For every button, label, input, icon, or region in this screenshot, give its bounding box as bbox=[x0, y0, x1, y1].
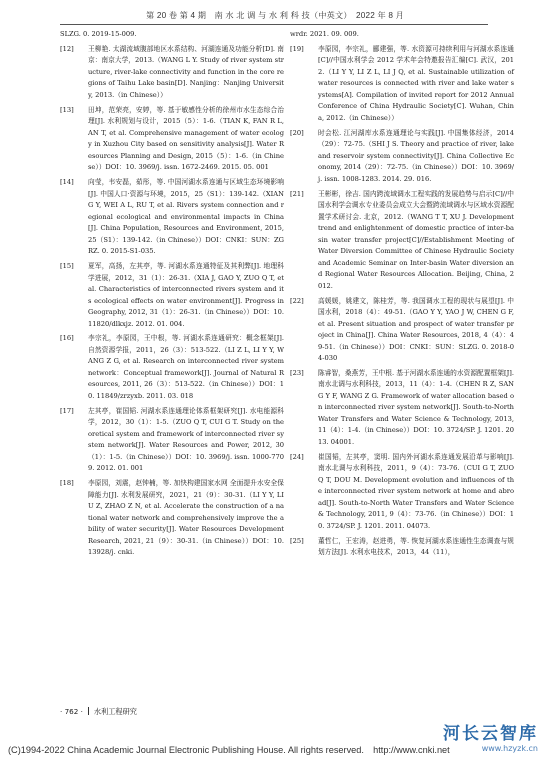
reference-continuation: wrdr. 2021. 09. 009. bbox=[290, 30, 359, 38]
reference-entry bbox=[290, 368, 514, 449]
watermark-name: 河长云智库 bbox=[443, 724, 538, 744]
reference-text: 王彬彬，徐吉. 国内跨流域调水工程实践的发展趋势与启示[C]//中国水利学会调水专业委员会成立大会暨跨流域调水与区域水资源配置学术研讨会. 北京，2012.（WANG T T, XU J. Development trend and enlightenment of domestic practice of inter-basin water transfer project[C]//Establishment Meeting of Water Diversion Committee of Chinese Hydraulic Society and Academic Seminar on Inter-basin Water diversion and Regional Water Resources Allocation. Beijing, China, 2012. bbox=[318, 189, 514, 290]
header-rule bbox=[60, 24, 488, 25]
reference-entry bbox=[60, 261, 284, 330]
left-column bbox=[60, 29, 284, 562]
reference-text: 高媛媛，姚建文，陈桂芳，等. 我国调水工程的现状与展望[J]. 中国水利，2018（4）：49-51.（GAO Y Y, YAO J W, CHEN G F, et al. Present situation and prospect of water transfer project in China[J]. China Water Resources, 2018, 4（4）：49-51.（in Chinese））DOI：CNKI：SUN：SLZG. 0. 2018-04-030 bbox=[318, 296, 514, 363]
reference-number: [15] bbox=[60, 262, 74, 271]
reference-entry bbox=[60, 44, 284, 102]
watermark-logo bbox=[443, 724, 538, 753]
reference-text: 夏军，高扬，左其亭，等. 河湖水系连通特征及其利弊[J]. 地理科学进展，2012，31（1）：26-31.（XIA J, GAO Y, ZUO Q T, et al. Characteristics of interconnected rivers system and its ecological effects on water environment[J]. Progress in Geography, 2012, 31（1）：26-31.（in Chinese））DOI：10. 11820/dlkxjz. 2012. 01. 004. bbox=[88, 262, 284, 328]
reference-number: [21] bbox=[290, 189, 304, 198]
reference-number: [16] bbox=[60, 334, 74, 343]
reference-entry bbox=[60, 478, 284, 559]
page-footer bbox=[60, 707, 137, 717]
reference-number: [13] bbox=[60, 105, 74, 114]
reference-entry bbox=[290, 452, 514, 533]
reference-text: 董哲仁，王宏涛，赵进勇，等. 恢复河湖水系连通性生态调查与规划方法[J]. 水利水电技术，2013，44（11）， bbox=[318, 536, 514, 557]
reference-number: [22] bbox=[290, 296, 304, 305]
reference-text: 王柳艳. 太湖流域腹部地区水系结构、河湖连通及功能分析[D]. 南京：南京大学，2013.（WANG L Y. Study of river system structure, river-lake connectivity and function in the core regions of Taihu Lake basin[D]. Nanjing：Nanjing University, 2013.（in Chinese）） bbox=[88, 44, 284, 99]
reference-number: [12] bbox=[60, 44, 74, 53]
reference-entry bbox=[290, 128, 514, 186]
reference-number: [20] bbox=[290, 128, 304, 137]
reference-entry bbox=[290, 189, 514, 293]
reference-text: 李原园，李宗礼，郦建强，等. 水资源可持续利用与河湖水系连通[C]//中国水利学会 2012 学术年会特邀报告汇编[C]. 武汉，2012.（LI Y Y, LI Z L, LI J Q, et al. Sustainable utilization of water resources is connected with river and lake water systems[A]. Compilation of invited report for 2012 Annual Conference of China Hydraulic Society[C]. Wuhan, China, 2012.（in Chinese）） bbox=[318, 44, 514, 122]
running-header: 第 20 卷 第 4 期 南 水 北 调 与 水 利 科 技（中英文） 2022 年 8 月 bbox=[145, 11, 405, 20]
reference-entry bbox=[290, 536, 514, 559]
reference-entry bbox=[290, 44, 514, 125]
reference-number: [14] bbox=[60, 178, 74, 187]
right-column bbox=[290, 29, 514, 562]
reference-number: [24] bbox=[290, 452, 304, 461]
reference-text: 李原园，刘震，赵钟楠，等. 加快构建国家水网 全面提升水安全保障能力[J]. 水利发展研究，2021，21（9）：30-31.（LI Y Y, LIU Z, ZHAO Z N, et al. Accelerate the construction of a national water network and comprehensively improve the ability of water security[J]. Water Resources Development Research, 2021, 21（9）：30-31.（in Chinese））DOI：10. 13928/j. cnki. bbox=[88, 479, 284, 557]
footer-separator bbox=[88, 707, 89, 715]
reference-entry bbox=[60, 333, 284, 402]
reference-entry bbox=[60, 406, 284, 475]
reference-number: [18] bbox=[60, 479, 74, 488]
reference-text: 李宗礼，李原园，王中根，等. 河湖水系连通研究：概念框架[J]. 自然资源学报，2011，26（3）：513-522.（LI Z L, LI Y Y, WANG Z G, et al. Research on interconnected river system network：Conceptual framework[J]. Journal of Natural Resources, 2011, 26（3）：513-522.（in Chinese））DOI：10. 11849/zrzyxb. 2011. 03. 018 bbox=[88, 334, 284, 400]
page-number: · 762 · bbox=[60, 707, 83, 716]
reference-number: [17] bbox=[60, 406, 74, 415]
reference-number: [25] bbox=[290, 536, 304, 545]
reference-text: 田坤，范荣亮，安婷，等. 基于敏感性分析的徐州市水生态综合治理[J]. 水利规划与设计，2015（5）：1-6.（TIAN K, FAN R L, AN T, et al. Comprehensive management of water ecology in Xuzhou City based on sensitivity analysis[J]. Water Resources Planning and Design, 2015（5）：1-6.（in Chinese））DOI：10. 3969/j. issn. 1672-2469. 2015. 05. 001 bbox=[88, 105, 284, 172]
reference-entry bbox=[60, 105, 284, 174]
reference-text: 左其亭，崔国韬. 河湖水系连通理论体系框架研究[J]. 水电能源科学，2012，30（1）：1-5.（ZUO Q T, CUI G T. Study on theoretical system and framework of interconnected river system network[J]. Water Resources and Power, 2012, 30（1）：1-5.（in Chinese））DOI：10. 3969/j. issn. 1000-7709. 2012. 01. 001 bbox=[88, 406, 284, 473]
reference-text: 陈睿智，桑燕芳，王中根. 基于河湖水系连通的水资源配置框架[J]. 南水北调与水利科技，2013，11（4）：1-4.（CHEN R Z, SANG Y F, WANG Z G. Framework of water allocation based on interconnected river system network[J]. South-to-North Water Transfers and Water Science & Technology, 2013, 11（4）：1-4.（in Chinese））DOI：10. 3724/SP. J. 1201. 2013. 04001. bbox=[318, 368, 514, 446]
reference-number: [19] bbox=[290, 44, 304, 53]
reference-entry bbox=[290, 296, 514, 365]
reference-text: 向莹，韦安磊，茹彤，等. 中国河湖水系连通与区域生态环境影响[J]. 中国人口·资源与环境，2015，25（S1）：139-142.（XIANG Y, WEI A L, RU T, et al. Rivers system connection and regional ecological and environmental impacts in China[J]. China Population, Resources and Environment, 2015, 25（S1）：139-142.（in Chinese））DOI：CNKI：SUN：ZGRZ. 0. 2015-S1-035. bbox=[88, 178, 284, 256]
reference-text: 时会松. 江河湖库水系连通理论与实践[J]. 中国集体经济，2014（29）：72-75.（SHI J S. Theory and practice of river, lake and reservoir system connectivity[J]. China Collective Economy, 2014（29）：72-75.（in Chinese））DOI：10. 3969/j. issn. 1008-1283. 2014. 29. 016. bbox=[318, 128, 514, 183]
copyright-line: (C)1994-2022 China Academic Journal Electronic Publishing House. All rights reserved. http://www.cnki.net bbox=[8, 745, 450, 755]
watermark-url: www.hzyzk.cn bbox=[481, 744, 538, 753]
journal-section-label: 水利工程研究 bbox=[93, 707, 137, 716]
reference-number: [23] bbox=[290, 368, 304, 377]
reference-entry bbox=[60, 177, 284, 258]
reference-text: 崔国韬，左其亭，窦明. 国内外河湖水系连通发展沿革与影响[J]. 南水北调与水利科技，2011，9（4）：73-76.（CUI G T, ZUO Q T, DOU M. Development evolution and influences of the interconnected river system network at home and abroad[J]. South-to-North Water Transfers and Water Science & Technology, 2011, 9（4）：73-76.（in Chinese））DOI：10. 3724/SP. J. 1201. 2011. 04073. bbox=[318, 452, 514, 530]
reference-continuation: SLZG. 0. 2019-15-009. bbox=[60, 30, 137, 38]
